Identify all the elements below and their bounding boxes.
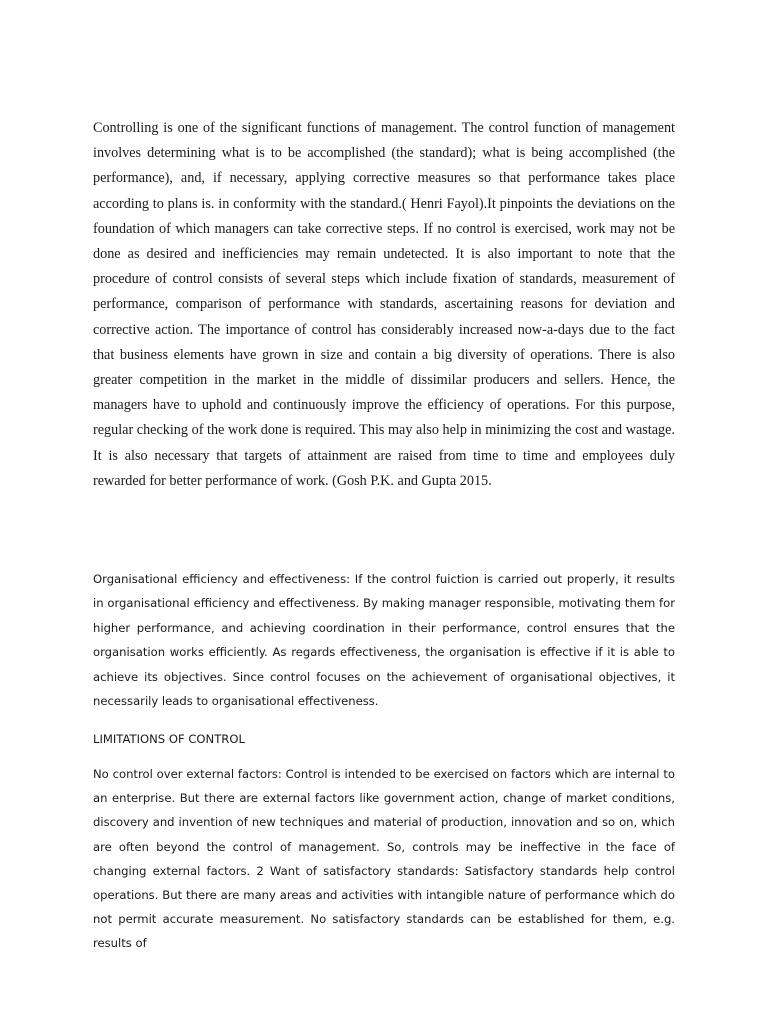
section-heading-limitations: LIMITATIONS OF CONTROL (93, 732, 245, 746)
paragraph-external-factors: No control over external factors: Control is intended to be exercised on factors which are internal to an enterprise. But there are external factors like government action, change of market conditions, discovery and invention of new techniques and material of production, innovation and so on, which are often beyond the control of management. So, controls may be ineffective in the face of changing external factors. 2 Want of satisfactory standards: Satisfactory standards help control operations. But there are many areas and activities with intangible nature of performance which do not permit accurate measurement. No satisfactory standards can be established for them, e.g. results of (93, 767, 675, 951)
paragraph-controlling: Controlling is one of the significant functions of management. The control function of management involves determining what is to be accomplished (the standard); what is being accomplished (the performance), and, if necessary, applying corrective measures so that performance takes place according to plans is. in conformity with the standard.( Henri Fayol).It pinpoints the deviations on the foundation of which managers can take corrective steps. If no control is exercised, work may not be done as desired and inefficiencies may remain undetected. It is also important to note that the procedure of control consists of several steps which include fixation of standards, measurement of performance, comparison of performance with standards, ascertaining reasons for deviation and corrective action. The importance of control has considerably increased now-a-days due to the fact that business elements have grown in size and contain a big diversity of operations. There is also greater competition in the market in the middle of dissimilar producers and sellers. Hence, the managers have to uphold and continuously improve the efficiency of operations. For this purpose, regular checking of the work done is required. This may also help in minimizing the cost and wastage. It is also necessary that targets of attainment are raised from time to time and employees duly rewarded for better performance of work. (Gosh P.K. and Gupta 2015. (93, 120, 675, 489)
paragraph-organisational-efficiency: Organisational efficiency and effectiveness: If the control fuiction is carried out properly, it results in organisational efficiency and effectiveness. By making manager responsible, motivating them for higher performance, and achieving coordination in their performance, control ensures that the organisation works efficiently. As regards effectiveness, the organisation is effective if it is able to achieve its objectives. Since control focuses on the achievement of organisational objectives, it necessarily leads to organisational effectiveness. (93, 572, 675, 709)
